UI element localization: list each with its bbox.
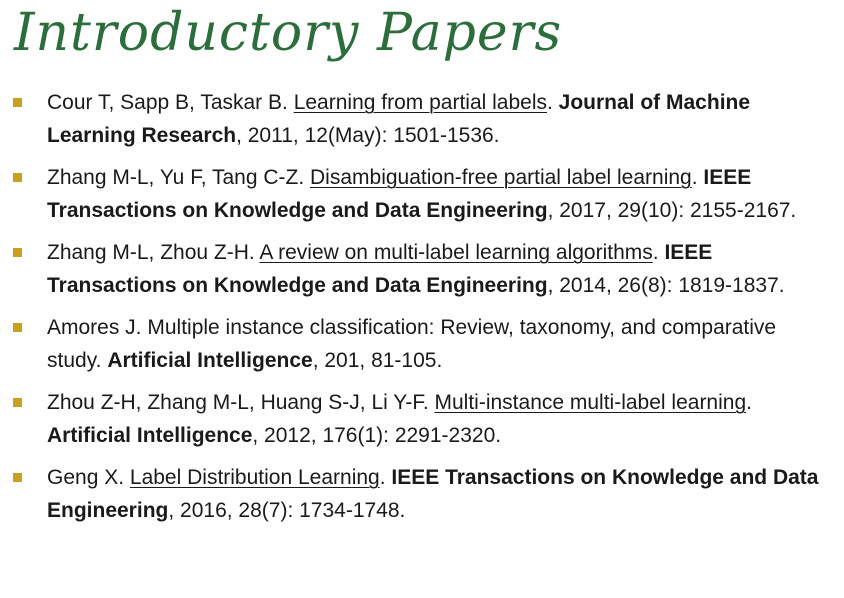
reference-title-separator: . [652, 241, 665, 264]
reference-details: , 2014, 26(8): 1819-1837. [547, 274, 785, 297]
reference-title-separator: . [379, 466, 392, 489]
reference-title-link[interactable]: Label Distribution Learning [129, 466, 380, 489]
reference-authors: Cour T, Sapp B, Taskar B. [47, 91, 294, 114]
square-bullet-icon [13, 173, 22, 182]
reference-details: , 2012, 176(1): 2291-2320. [252, 424, 502, 447]
square-bullet-icon [13, 473, 22, 482]
reference-item [0, 386, 844, 452]
reference-details: , 2017, 29(10): 2155-2167. [547, 199, 797, 222]
reference-title-separator: . [746, 391, 752, 414]
page-title: Introductory Papers [14, 3, 563, 63]
reference-venue: Artificial Intelligence [107, 349, 313, 372]
reference-details: , 201, 81-105. [312, 349, 443, 372]
reference-authors: Zhang M-L, Zhou Z-H. [47, 241, 260, 264]
reference-venue: IEEE Transactions on Knowledge and Data Engineering [47, 241, 713, 297]
reference-list [0, 86, 844, 536]
reference-authors: Zhou Z-H, Zhang M-L, Huang S-J, Li Y-F. [47, 391, 435, 414]
reference-item [0, 461, 844, 527]
reference-authors: Geng X. [47, 466, 130, 489]
reference-title-link[interactable]: Disambiguation-free partial label learning [310, 166, 692, 189]
reference-details: , 2016, 28(7): 1734-1748. [168, 499, 406, 522]
reference-item [0, 236, 844, 302]
square-bullet-icon [13, 248, 22, 257]
square-bullet-icon [13, 323, 22, 332]
reference-authors: Amores J. [47, 316, 148, 339]
reference-item [0, 161, 844, 227]
reference-authors: Zhang M-L, Yu F, Tang C-Z. [47, 166, 311, 189]
reference-venue: Journal of Machine Learning Research [47, 91, 751, 147]
reference-title-link[interactable]: A review on multi-label learning algorithms [259, 241, 653, 264]
reference-venue: Artificial Intelligence [47, 424, 253, 447]
reference-venue: IEEE Transactions on Knowledge and Data Engineering [47, 166, 752, 222]
reference-title-link[interactable]: Learning from partial labels [293, 91, 547, 114]
reference-title-separator: . [691, 166, 704, 189]
reference-item [0, 311, 844, 377]
reference-title-plain: Multiple instance classification: Review, taxonomy, and comparative study. [47, 316, 777, 372]
reference-item [0, 86, 844, 152]
square-bullet-icon [13, 398, 22, 407]
reference-details: , 2011, 12(May): 1501-1536. [236, 124, 500, 147]
reference-title-link[interactable]: Multi-instance multi-label learning [434, 391, 747, 414]
reference-title-separator: . [547, 91, 559, 114]
square-bullet-icon [13, 98, 22, 107]
reference-venue: IEEE Transactions on Knowledge and Data Engineering [47, 466, 819, 522]
